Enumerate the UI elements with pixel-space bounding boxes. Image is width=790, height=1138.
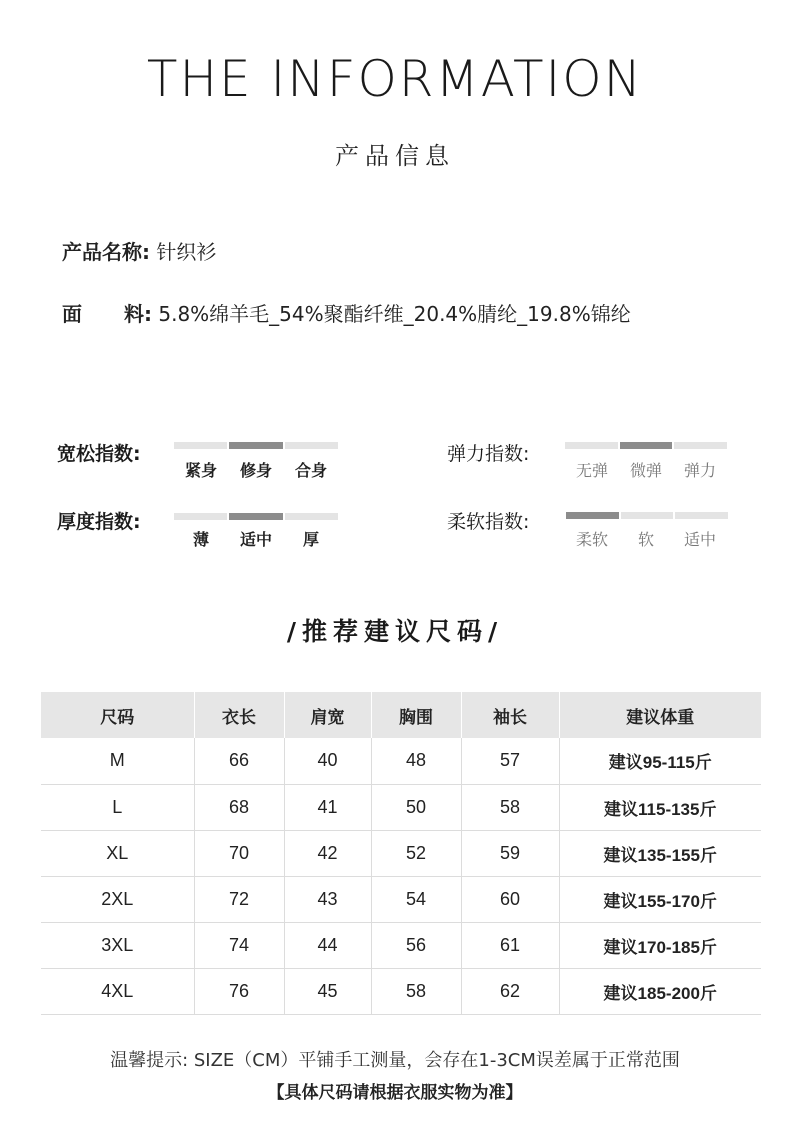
cell-shoulder: 40 <box>284 738 371 784</box>
page-subtitle: 产品信息 <box>335 142 455 170</box>
softness-option-softer: 软 <box>637 530 654 549</box>
thickness-index-bar <box>174 513 338 520</box>
thickness-option-thin: 薄 <box>192 530 209 549</box>
cell-sleeve: 58 <box>461 784 559 830</box>
cell-sleeve: 62 <box>461 968 559 1014</box>
measurement-disclaimer: 【具体尺码请根据衣服实物为准】 <box>267 1083 523 1103</box>
product-name-row <box>62 236 216 265</box>
fabric-value: 5.8%绵羊毛_54%聚酯纤维_20.4%腈纶_19.8%锦纶 <box>158 302 631 326</box>
header-chest: 胸围 <box>371 692 461 738</box>
fit-index-bar <box>174 442 338 449</box>
elasticity-index-bar <box>565 442 727 449</box>
size-table-header-row <box>41 692 761 738</box>
product-name-label: 产品名称: <box>62 240 150 264</box>
measurement-tip: 温馨提示: SIZE（CM）平铺手工测量，会存在1-3CM误差属于正常范围 <box>110 1050 680 1071</box>
cell-size: M <box>41 738 194 784</box>
thickness-index-label: 厚度指数: <box>57 511 141 533</box>
cell-chest: 50 <box>371 784 461 830</box>
cell-size: 2XL <box>41 876 194 922</box>
fabric-label-first: 面 <box>62 302 82 326</box>
elasticity-index-label: 弹力指数: <box>447 443 530 465</box>
cell-shoulder: 41 <box>284 784 371 830</box>
fit-option-slim: 修身 <box>239 461 272 480</box>
index-segment <box>174 442 227 449</box>
cell-length: 76 <box>194 968 284 1014</box>
cell-size: 4XL <box>41 968 194 1014</box>
cell-size: 3XL <box>41 922 194 968</box>
table-row <box>41 876 761 922</box>
header-weight: 建议体重 <box>559 692 761 738</box>
cell-weight: 建议185-200斤 <box>559 968 761 1014</box>
index-segment <box>229 442 282 449</box>
header-shoulder: 肩宽 <box>284 692 371 738</box>
thickness-option-thick: 厚 <box>302 530 319 549</box>
cell-shoulder: 45 <box>284 968 371 1014</box>
index-segment <box>229 513 282 520</box>
size-section-title: /推荐建议尺码/ <box>286 617 504 646</box>
product-name-value: 针织衫 <box>156 240 217 264</box>
header-length: 衣长 <box>194 692 284 738</box>
table-row <box>41 922 761 968</box>
softness-option-medium: 适中 <box>683 530 716 549</box>
cell-weight: 建议115-135斤 <box>559 784 761 830</box>
fit-option-tight: 紧身 <box>184 461 217 480</box>
cell-sleeve: 61 <box>461 922 559 968</box>
index-segment <box>620 442 673 449</box>
fabric-row <box>62 298 631 327</box>
index-segment <box>285 513 338 520</box>
table-row <box>41 738 761 784</box>
softness-index-label: 柔软指数: <box>447 511 530 533</box>
cell-chest: 54 <box>371 876 461 922</box>
cell-weight: 建议155-170斤 <box>559 876 761 922</box>
cell-size: XL <box>41 830 194 876</box>
size-table <box>41 692 761 1015</box>
cell-chest: 52 <box>371 830 461 876</box>
softness-index-bar <box>566 512 728 519</box>
header-sleeve: 袖长 <box>461 692 559 738</box>
cell-size: L <box>41 784 194 830</box>
cell-length: 70 <box>194 830 284 876</box>
cell-chest: 56 <box>371 922 461 968</box>
index-segment <box>674 442 727 449</box>
header-size: 尺码 <box>41 692 194 738</box>
softness-option-soft: 柔软 <box>575 530 608 549</box>
cell-shoulder: 42 <box>284 830 371 876</box>
elasticity-option-slight: 微弹 <box>629 461 662 480</box>
cell-shoulder: 44 <box>284 922 371 968</box>
table-row <box>41 968 761 1014</box>
index-segment <box>285 442 338 449</box>
index-segment <box>675 512 728 519</box>
elasticity-option-stretch: 弹力 <box>683 461 716 480</box>
index-segment <box>621 512 674 519</box>
fabric-label-second: 料: <box>124 302 152 326</box>
cell-shoulder: 43 <box>284 876 371 922</box>
fit-option-regular: 合身 <box>294 461 327 480</box>
cell-length: 68 <box>194 784 284 830</box>
index-segment <box>565 442 618 449</box>
fit-index-label: 宽松指数: <box>57 443 141 465</box>
cell-sleeve: 60 <box>461 876 559 922</box>
cell-weight: 建议170-185斤 <box>559 922 761 968</box>
cell-sleeve: 59 <box>461 830 559 876</box>
table-row <box>41 830 761 876</box>
cell-chest: 48 <box>371 738 461 784</box>
index-segment <box>174 513 227 520</box>
elasticity-option-none: 无弹 <box>575 461 608 480</box>
table-row <box>41 784 761 830</box>
cell-weight: 建议135-155斤 <box>559 830 761 876</box>
cell-length: 72 <box>194 876 284 922</box>
cell-length: 74 <box>194 922 284 968</box>
cell-chest: 58 <box>371 968 461 1014</box>
cell-weight: 建议95-115斤 <box>559 738 761 784</box>
cell-length: 66 <box>194 738 284 784</box>
index-segment <box>566 512 619 519</box>
thickness-option-medium: 适中 <box>239 530 272 549</box>
page-title: THE INFORMATION <box>146 50 644 108</box>
cell-sleeve: 57 <box>461 738 559 784</box>
